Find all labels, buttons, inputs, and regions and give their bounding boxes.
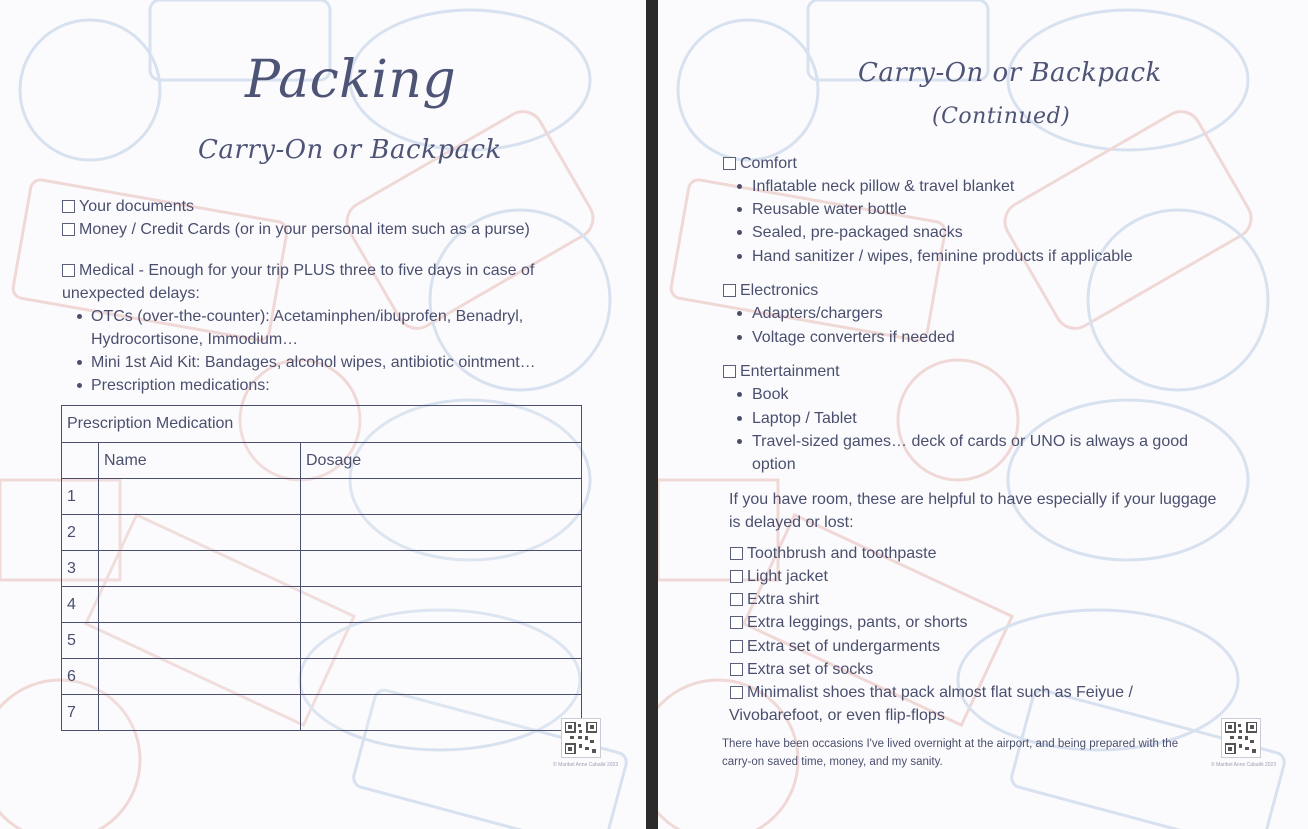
checklist-item-label: Extra set of undergarments bbox=[747, 638, 940, 655]
qr-code-icon bbox=[561, 718, 601, 758]
dosage-cell[interactable] bbox=[301, 695, 582, 731]
dosage-cell[interactable] bbox=[301, 587, 582, 623]
page-title: Packing bbox=[245, 50, 457, 110]
bullet-item: Voltage converters if needed bbox=[752, 329, 955, 346]
bullet-item: Sealed, pre-packaged snacks bbox=[752, 224, 963, 241]
row-number: 6 bbox=[62, 659, 99, 695]
checklist-item-label: Extra leggings, pants, or shorts bbox=[747, 614, 968, 631]
table-row bbox=[62, 551, 582, 587]
row-number: 1 bbox=[62, 479, 99, 515]
checkbox[interactable] bbox=[730, 547, 743, 560]
checklist-item-extra[interactable] bbox=[730, 565, 828, 588]
dosage-cell[interactable] bbox=[301, 623, 582, 659]
checklist-item-label: Extra set of socks bbox=[747, 661, 874, 678]
checklist-item-extra[interactable] bbox=[730, 588, 819, 611]
left-page bbox=[0, 0, 646, 829]
checklist-item-comfort[interactable] bbox=[723, 152, 797, 175]
checklist-item-electronics[interactable] bbox=[723, 279, 818, 302]
bullet-icon bbox=[737, 184, 742, 189]
checkbox[interactable] bbox=[730, 616, 743, 629]
table-row bbox=[62, 515, 582, 551]
checklist-item-label: Light jacket bbox=[747, 568, 828, 585]
table-row bbox=[62, 659, 582, 695]
checklist-item-label: Extra shirt bbox=[747, 591, 820, 608]
table-row bbox=[62, 695, 582, 731]
checklist-item-extra[interactable] bbox=[730, 542, 936, 565]
page-title: Carry-On or Backpack bbox=[858, 58, 1162, 88]
dosage-cell[interactable] bbox=[301, 479, 582, 515]
medical-label-cont: unexpected delays: bbox=[62, 285, 200, 302]
bullet-item-prescription: Prescription medications: bbox=[91, 377, 270, 394]
checklist-item-money[interactable] bbox=[62, 218, 530, 241]
room-note: If you have room, these are helpful to have especially if your luggage bbox=[729, 491, 1217, 508]
bullet-item-cont: option bbox=[752, 456, 796, 473]
checkbox[interactable] bbox=[730, 686, 743, 699]
table-header-number bbox=[62, 443, 99, 479]
dosage-cell[interactable] bbox=[301, 515, 582, 551]
checkbox[interactable] bbox=[723, 284, 736, 297]
bullet-icon bbox=[737, 335, 742, 340]
name-cell[interactable] bbox=[99, 515, 301, 551]
bullet-icon bbox=[737, 207, 742, 212]
checkbox[interactable] bbox=[730, 570, 743, 583]
checklist-item-documents[interactable] bbox=[62, 195, 194, 218]
bullet-icon bbox=[737, 311, 742, 316]
bullet-item: Adapters/chargers bbox=[752, 305, 883, 322]
footer-note-cont: carry-on saved time, money, and my sanity. bbox=[722, 756, 943, 768]
checkbox[interactable] bbox=[730, 663, 743, 676]
bullet-icon bbox=[77, 360, 82, 365]
qr-code-icon bbox=[1221, 718, 1261, 758]
table-row bbox=[62, 623, 582, 659]
checkbox[interactable] bbox=[62, 200, 75, 213]
checklist-item-label: Your documents bbox=[79, 198, 195, 215]
bullet-item: Book bbox=[752, 386, 789, 403]
checkbox[interactable] bbox=[723, 157, 736, 170]
right-page bbox=[658, 0, 1308, 829]
bullet-item-otc: OTCs (over-the-counter): Acetaminphen/ibuprofen, Benadryl, bbox=[91, 308, 524, 325]
row-number: 3 bbox=[62, 551, 99, 587]
name-cell[interactable] bbox=[99, 587, 301, 623]
bullet-icon bbox=[737, 254, 742, 259]
name-cell[interactable] bbox=[99, 659, 301, 695]
checkbox[interactable] bbox=[723, 365, 736, 378]
name-cell[interactable] bbox=[99, 623, 301, 659]
page-subtitle: Carry-On or Backpack bbox=[198, 135, 502, 165]
checklist-item-extra[interactable] bbox=[730, 658, 873, 681]
name-cell[interactable] bbox=[99, 479, 301, 515]
bullet-icon bbox=[77, 314, 82, 319]
row-number: 2 bbox=[62, 515, 99, 551]
checklist-item-medical[interactable] bbox=[62, 259, 534, 282]
bullet-icon bbox=[737, 416, 742, 421]
bullet-icon bbox=[737, 230, 742, 235]
prescription-table bbox=[61, 405, 582, 731]
checkbox[interactable] bbox=[730, 593, 743, 606]
table-header-name: Name bbox=[99, 443, 301, 479]
checkbox[interactable] bbox=[62, 264, 75, 277]
name-cell[interactable] bbox=[99, 551, 301, 587]
bullet-icon bbox=[737, 439, 742, 444]
footer-note: There have been occasions I've lived overnight at the airport, and being prepared with the bbox=[722, 738, 1179, 750]
table-row bbox=[62, 479, 582, 515]
table-title: Prescription Medication bbox=[62, 406, 582, 443]
row-number: 4 bbox=[62, 587, 99, 623]
row-number: 7 bbox=[62, 695, 99, 731]
checklist-item-label: Minimalist shoes that pack almost flat such as Feiyue / bbox=[747, 684, 1133, 701]
checklist-item-extra[interactable] bbox=[730, 635, 940, 658]
checklist-item-label: Medical - Enough for your trip PLUS three to five days in case of bbox=[79, 262, 535, 279]
checklist-item-entertainment[interactable] bbox=[723, 360, 840, 383]
bullet-item: Travel-sized games… deck of cards or UNO is always a good bbox=[752, 433, 1189, 450]
bullet-item-otc-cont: Hydrocortisone, Immodium… bbox=[91, 331, 299, 348]
checklist-item-label: Money / Credit Cards (or in your personal item such as a purse) bbox=[79, 221, 530, 238]
table-row bbox=[62, 587, 582, 623]
bullet-item: Laptop / Tablet bbox=[752, 410, 857, 427]
checklist-item-extra[interactable] bbox=[730, 681, 1133, 704]
dosage-cell[interactable] bbox=[301, 659, 582, 695]
room-note-cont: is delayed or lost: bbox=[729, 514, 854, 531]
bullet-icon bbox=[737, 392, 742, 397]
bullet-item: Inflatable neck pillow & travel blanket bbox=[752, 178, 1015, 195]
checklist-item-label: Comfort bbox=[740, 155, 797, 172]
bullet-item: Hand sanitizer / wipes, feminine products if applicable bbox=[752, 248, 1133, 265]
copyright-text: © Maribel Anne Caballé 2023 bbox=[1211, 762, 1277, 768]
copyright-text: © Maribel Anne Caballé 2023 bbox=[553, 762, 619, 768]
checkbox[interactable] bbox=[730, 640, 743, 653]
dosage-cell[interactable] bbox=[301, 551, 582, 587]
checklist-item-label: Electronics bbox=[740, 282, 819, 299]
checkbox[interactable] bbox=[62, 223, 75, 236]
name-cell[interactable] bbox=[99, 695, 301, 731]
checklist-item-extra-cont: Vivobarefoot, or even flip-flops bbox=[729, 707, 945, 724]
table-header-dosage: Dosage bbox=[301, 443, 582, 479]
bullet-item-first-aid: Mini 1st Aid Kit: Bandages, alcohol wipes, antibiotic ointment… bbox=[91, 354, 536, 371]
checklist-item-label: Toothbrush and toothpaste bbox=[747, 545, 937, 562]
row-number: 5 bbox=[62, 623, 99, 659]
page-subtitle: (Continued) bbox=[932, 104, 1071, 129]
checklist-item-extra[interactable] bbox=[730, 611, 968, 634]
bullet-icon bbox=[77, 383, 82, 388]
bullet-item: Reusable water bottle bbox=[752, 201, 907, 218]
checklist-item-label: Entertainment bbox=[740, 363, 840, 380]
